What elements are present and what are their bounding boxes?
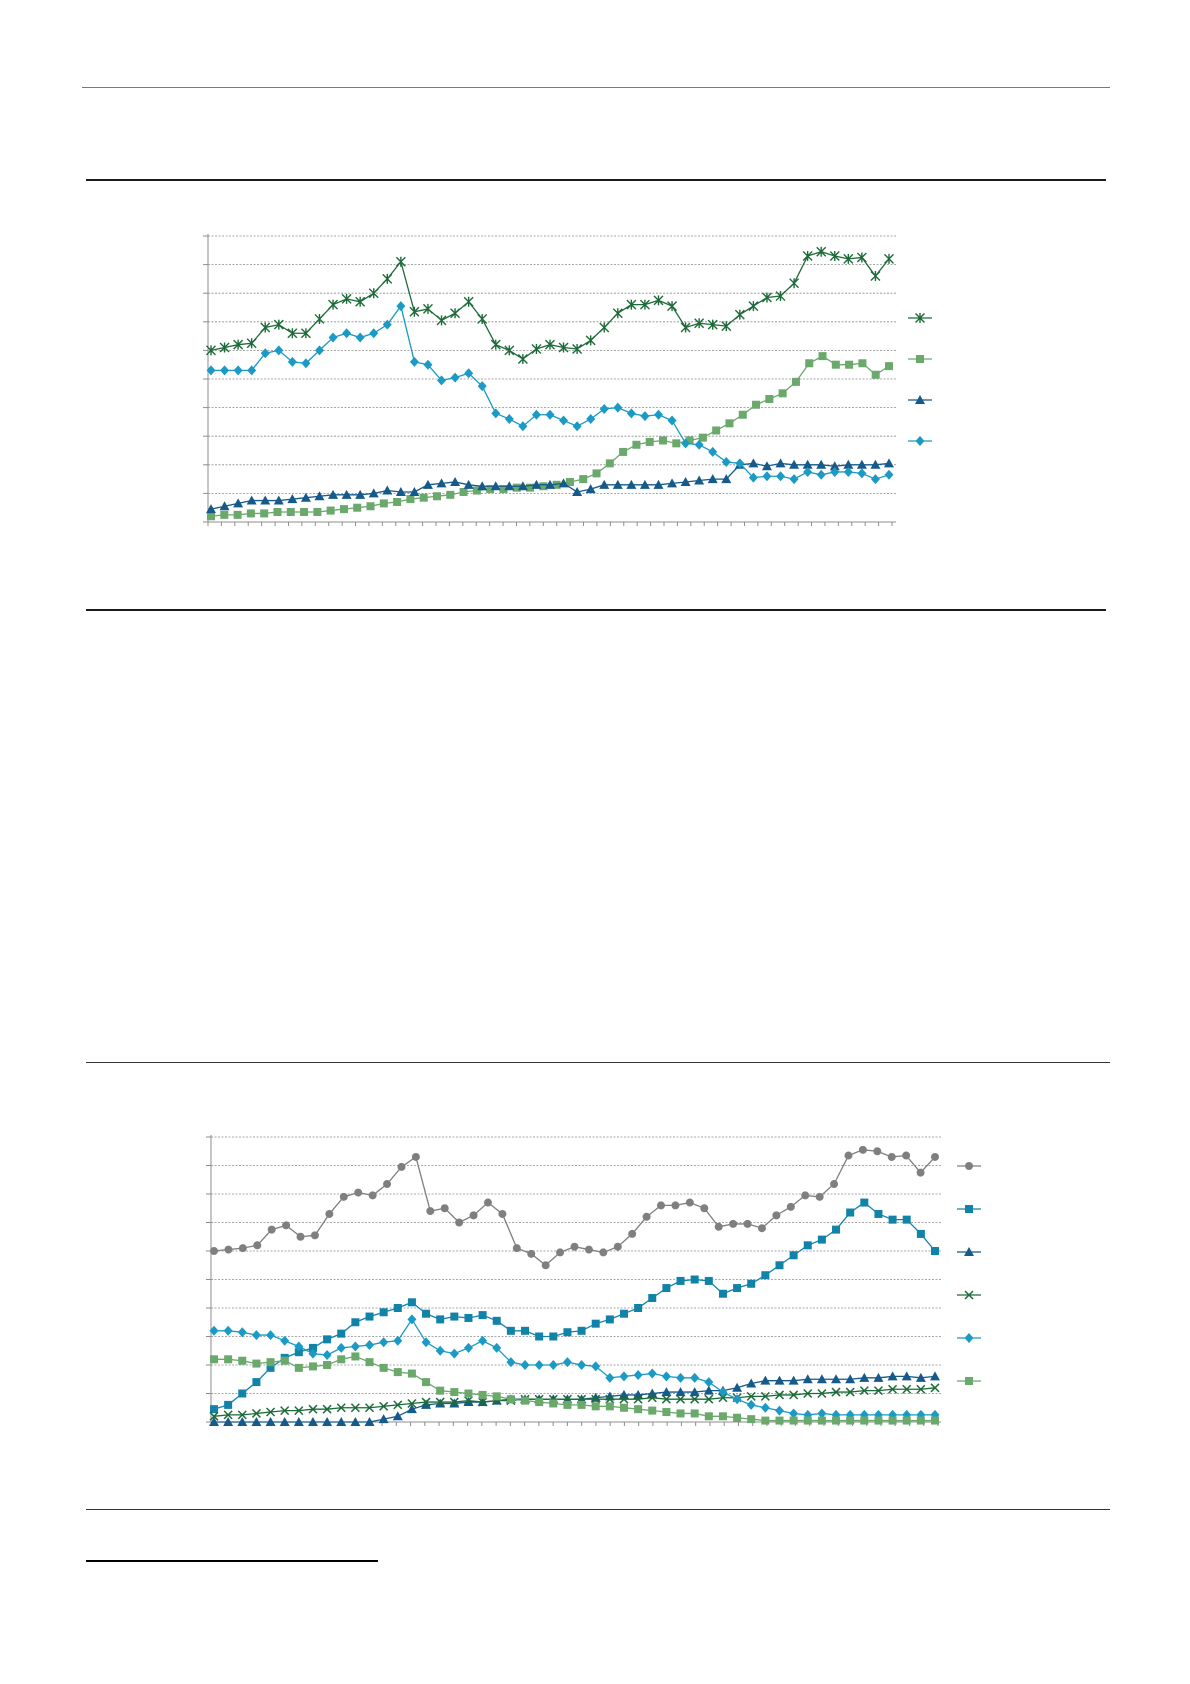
series-t6-point-36: [719, 1412, 727, 1420]
series-t6-point-26: [578, 1401, 586, 1409]
series-t5-point-40: [775, 1406, 784, 1416]
series-t6-point-23: [535, 1398, 543, 1406]
series-t5-point-8: [323, 1350, 332, 1360]
series-t2-point-18: [464, 1314, 472, 1322]
series-t1-point-12: [383, 1180, 391, 1188]
series-t2-point-17: [450, 1313, 458, 1321]
series-t6-point-15: [422, 1378, 430, 1386]
series-t2-point-51: [931, 1247, 939, 1255]
series-t1-point-14: [412, 1153, 420, 1161]
series-t4-line: [214, 1388, 935, 1417]
series-t1-point-25: [571, 1243, 579, 1251]
series-t6-point-9: [337, 1355, 345, 1363]
series-t5-point-12: [379, 1337, 388, 1347]
series-t1-point-5: [282, 1221, 290, 1229]
series-t1-point-32: [671, 1201, 679, 1209]
series-t6-point-19: [479, 1391, 487, 1399]
series-t2-point-2: [238, 1390, 246, 1398]
series-t2-point-11: [366, 1313, 374, 1321]
series-t2-point-41: [790, 1251, 798, 1259]
series-t2-point-23: [535, 1333, 543, 1341]
series-t2-point-33: [677, 1277, 685, 1285]
series-t2-point-35: [705, 1277, 713, 1285]
series-t2-point-45: [846, 1209, 854, 1217]
series-t2-point-25: [563, 1328, 571, 1336]
series-t5-point-23: [535, 1360, 544, 1370]
series-t6-point-33: [677, 1409, 685, 1417]
series-t6-point-48: [889, 1417, 897, 1425]
series-t2-point-28: [606, 1315, 614, 1323]
series-t1-point-50: [931, 1153, 939, 1161]
series-t1-point-11: [369, 1191, 377, 1199]
series-t6-point-21: [507, 1395, 515, 1403]
series-t2-point-22: [521, 1327, 529, 1335]
series-t1-point-30: [643, 1213, 651, 1221]
series-t6-point-8: [323, 1361, 331, 1369]
series-t6-point-18: [464, 1390, 472, 1398]
series-t6-point-51: [931, 1417, 939, 1425]
series-t5-point-38: [747, 1400, 756, 1410]
legend-marker-t6: [965, 1377, 973, 1385]
series-t5-point-9: [337, 1343, 346, 1353]
series-t6-point-45: [846, 1417, 854, 1425]
series-t6-point-28: [606, 1402, 614, 1410]
series-t1-point-13: [397, 1163, 405, 1171]
series-t2-point-30: [634, 1304, 642, 1312]
series-t5: [210, 1314, 940, 1419]
series-t5-point-2: [238, 1327, 247, 1337]
series-t6-point-50: [917, 1417, 925, 1425]
series-t6-point-41: [790, 1417, 798, 1425]
series-t6-point-0: [210, 1355, 218, 1363]
series-t6-point-39: [761, 1417, 769, 1425]
legend-marker-t1: [965, 1162, 973, 1170]
series-t1-point-42: [816, 1193, 824, 1201]
series-t2-point-34: [691, 1276, 699, 1284]
series-t1-point-45: [859, 1146, 867, 1154]
series-t2-point-8: [323, 1335, 331, 1343]
series-t5-point-30: [634, 1370, 643, 1380]
series-t6-point-29: [620, 1404, 628, 1412]
series-t2-line: [214, 1203, 935, 1410]
series-t1-point-21: [513, 1244, 521, 1252]
series-t5-point-3: [252, 1330, 261, 1340]
series-t1-point-20: [498, 1210, 506, 1218]
legend-marker-t2: [965, 1205, 973, 1213]
series-t5-point-14: [407, 1314, 416, 1324]
series-t2: [210, 1199, 939, 1414]
series-t2-point-3: [252, 1378, 260, 1386]
series-t5-point-11: [365, 1340, 374, 1350]
series-t5-point-32: [662, 1371, 671, 1381]
series-t2-point-14: [408, 1298, 416, 1306]
series-t1-point-18: [470, 1211, 478, 1219]
series-t1-point-48: [902, 1152, 910, 1160]
series-t5-point-19: [478, 1336, 487, 1346]
series-t6-point-11: [366, 1358, 374, 1366]
series-t2-point-32: [662, 1284, 670, 1292]
series-t1-point-9: [340, 1193, 348, 1201]
series-t1-point-17: [455, 1219, 463, 1227]
series-t2-point-47: [874, 1210, 882, 1218]
series-t1-point-37: [744, 1220, 752, 1228]
series-t2-point-49: [903, 1216, 911, 1224]
series-t2-point-21: [507, 1327, 515, 1335]
series-t5-point-1: [224, 1326, 233, 1336]
series-t1-point-29: [628, 1230, 636, 1238]
series-t1-point-16: [441, 1204, 449, 1212]
series-t6-point-3: [252, 1360, 260, 1368]
series-t2-point-27: [592, 1320, 600, 1328]
series-t6-point-14: [408, 1370, 416, 1378]
series-t1-point-33: [686, 1199, 694, 1207]
series-t5-point-18: [464, 1343, 473, 1353]
series-t6-point-13: [394, 1368, 402, 1376]
series-t6-point-34: [691, 1409, 699, 1417]
series-t5-point-13: [393, 1336, 402, 1346]
series-t6-point-7: [309, 1362, 317, 1370]
series-t5-point-37: [733, 1394, 742, 1404]
series-t1-point-4: [268, 1226, 276, 1234]
series-t5-point-35: [704, 1377, 713, 1387]
series-t6-point-25: [563, 1401, 571, 1409]
series-t1-point-3: [253, 1241, 261, 1249]
series-t6-point-31: [648, 1407, 656, 1415]
series-t6-line: [214, 1356, 935, 1420]
series-t1-point-8: [325, 1210, 333, 1218]
series-t5-point-10: [351, 1341, 360, 1351]
series-t1-point-10: [354, 1189, 362, 1197]
series-t2-point-36: [719, 1290, 727, 1298]
series-t6-point-17: [450, 1388, 458, 1396]
series-t3-point-13: [393, 1411, 403, 1420]
series-t2-point-10: [351, 1318, 359, 1326]
series-t1-point-0: [210, 1247, 218, 1255]
series-t5-point-27: [591, 1361, 600, 1371]
series-t5-point-39: [761, 1403, 770, 1413]
series-t5-point-31: [648, 1369, 657, 1379]
series-t5-point-22: [521, 1360, 530, 1370]
series-t6-point-42: [804, 1417, 812, 1425]
series-t1: [210, 1146, 939, 1269]
series-t6-point-22: [521, 1397, 529, 1405]
legend-item-t4: [957, 1291, 981, 1299]
series-t2-point-19: [479, 1311, 487, 1319]
series-t2-point-13: [394, 1304, 402, 1312]
series-t2-point-50: [917, 1230, 925, 1238]
series-t2-point-12: [380, 1308, 388, 1316]
series-t2-point-37: [733, 1284, 741, 1292]
series-t6-point-40: [775, 1417, 783, 1425]
series-t1-point-36: [729, 1220, 737, 1228]
series-t5-point-4: [266, 1330, 275, 1340]
series-t6-point-44: [832, 1417, 840, 1425]
series-t1-point-34: [700, 1204, 708, 1212]
series-t2-point-16: [436, 1315, 444, 1323]
series-t5-line: [214, 1319, 935, 1414]
series-t6-point-46: [860, 1417, 868, 1425]
series-t1-point-26: [585, 1246, 593, 1254]
series-t6-point-43: [818, 1417, 826, 1425]
series-t2-point-44: [832, 1226, 840, 1234]
series-t1-point-46: [873, 1147, 881, 1155]
series-t2-point-26: [578, 1327, 586, 1335]
series-t2-point-46: [860, 1199, 868, 1207]
series-t2-point-1: [224, 1401, 232, 1409]
series-t2-point-20: [493, 1317, 501, 1325]
series-t2-point-48: [889, 1216, 897, 1224]
series-t1-point-41: [801, 1191, 809, 1199]
series-t2-point-39: [761, 1271, 769, 1279]
series-t1-point-44: [844, 1152, 852, 1160]
series-t5-point-17: [450, 1349, 459, 1359]
series-t5-point-24: [549, 1360, 558, 1370]
series-t2-point-29: [620, 1310, 628, 1318]
series-t1-point-31: [657, 1201, 665, 1209]
legend-item-t3: [957, 1247, 981, 1256]
series-t6-point-24: [549, 1399, 557, 1407]
series-t5-point-29: [619, 1371, 628, 1381]
series-t5-point-26: [577, 1360, 586, 1370]
series-t6-point-1: [224, 1355, 232, 1363]
series-t1-point-27: [599, 1248, 607, 1256]
series-t5-point-15: [422, 1337, 431, 1347]
series-t2-point-40: [775, 1261, 783, 1269]
series-t1-point-49: [917, 1169, 925, 1177]
series-t6-point-4: [267, 1358, 275, 1366]
series-t1-point-7: [311, 1231, 319, 1239]
series-t6-point-2: [238, 1357, 246, 1365]
series-t6-point-10: [351, 1352, 359, 1360]
series-t1-point-43: [830, 1180, 838, 1188]
series-t6-point-27: [592, 1402, 600, 1410]
series-t1-point-23: [542, 1261, 550, 1269]
legend-item-t2: [957, 1205, 981, 1213]
series-t1-point-39: [772, 1211, 780, 1219]
legend-item-t5: [957, 1333, 981, 1343]
series-t6-point-38: [747, 1415, 755, 1423]
series-t1-point-47: [888, 1153, 896, 1161]
series-t2-point-15: [422, 1310, 430, 1318]
series-t6-point-37: [733, 1414, 741, 1422]
series-t1-point-19: [484, 1199, 492, 1207]
series-t6-point-5: [281, 1357, 289, 1365]
series-t1-point-38: [758, 1224, 766, 1232]
series-t6-point-20: [493, 1392, 501, 1400]
series-t6-point-47: [874, 1417, 882, 1425]
series-t5-point-28: [605, 1373, 614, 1383]
series-t5-point-16: [436, 1346, 445, 1356]
series-t1-point-35: [715, 1223, 723, 1231]
series-t5-point-25: [563, 1357, 572, 1367]
series-t5-point-5: [280, 1336, 289, 1346]
series-t2-point-38: [747, 1280, 755, 1288]
series-t5-point-34: [690, 1373, 699, 1383]
series-t3-point-51: [930, 1371, 940, 1380]
series-t6-point-35: [705, 1412, 713, 1420]
series-t1-point-2: [239, 1244, 247, 1252]
series-t6-point-12: [380, 1364, 388, 1372]
series-t6-point-30: [634, 1405, 642, 1413]
series-t1-point-22: [527, 1250, 535, 1258]
series-t6-point-6: [295, 1364, 303, 1372]
series-t1-point-1: [224, 1246, 232, 1254]
legend-marker-t5: [965, 1333, 974, 1343]
series-t1-point-15: [426, 1207, 434, 1215]
series-t5-point-33: [676, 1373, 685, 1383]
series-t6-point-49: [903, 1417, 911, 1425]
series-t2-point-42: [804, 1241, 812, 1249]
legend-item-t1: [957, 1162, 981, 1170]
series-t6-point-32: [662, 1408, 670, 1416]
series-t2-point-9: [337, 1330, 345, 1338]
series-t1-point-40: [787, 1203, 795, 1211]
series-t1-point-28: [614, 1243, 622, 1251]
series-t2-point-31: [648, 1294, 656, 1302]
legend-item-t6: [957, 1377, 981, 1385]
series-t2-point-24: [549, 1333, 557, 1341]
series-t2-point-0: [210, 1405, 218, 1413]
series-t2-point-43: [818, 1236, 826, 1244]
series-t1-point-24: [556, 1248, 564, 1256]
series-t6-point-16: [436, 1387, 444, 1395]
series-t1-point-6: [297, 1233, 305, 1241]
